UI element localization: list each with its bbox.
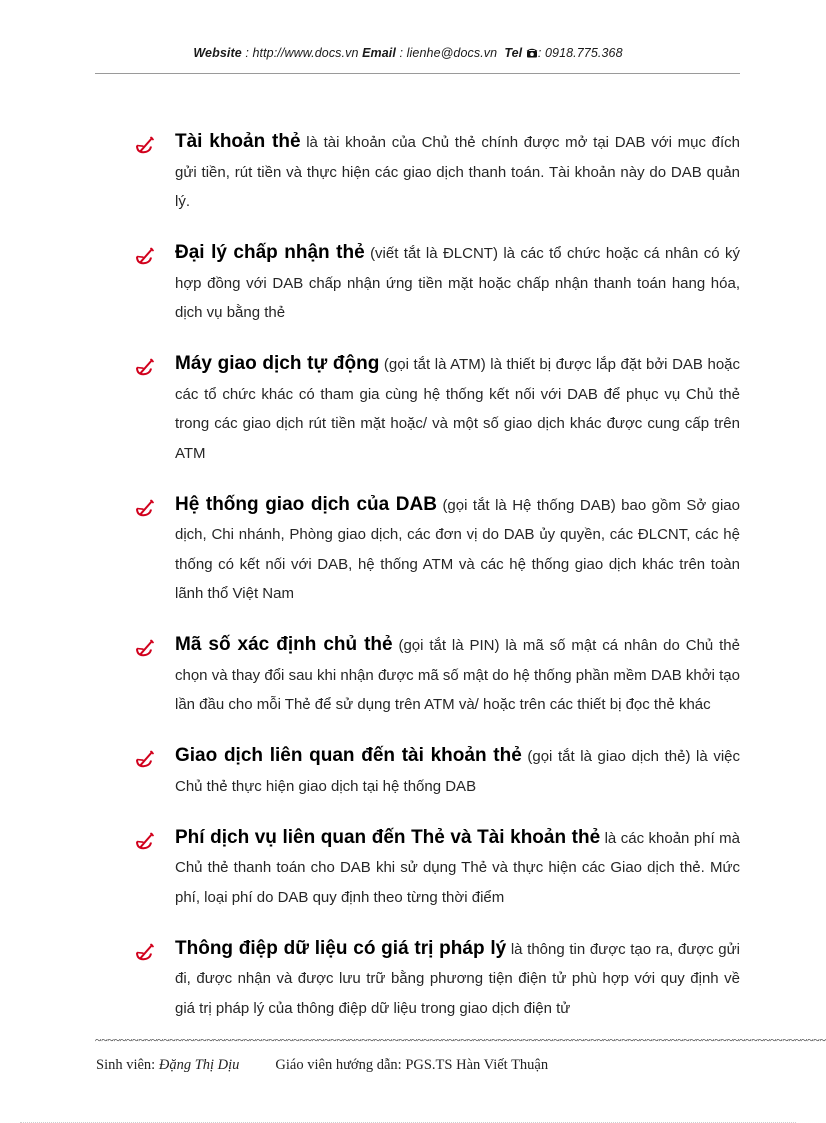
definition-term: Mã số xác định chủ thẻ (175, 634, 393, 655)
definition-text (175, 127, 740, 217)
email-label: Email (362, 46, 396, 60)
crossed-pencil-bullet-icon (135, 497, 155, 517)
definition-term: Giao dịch liên quan đến tài khoản thẻ (175, 745, 522, 766)
list-item (135, 127, 740, 217)
crossed-pencil-bullet-icon (135, 356, 155, 376)
telephone-icon (526, 47, 538, 58)
definition-list (135, 127, 740, 1045)
crossed-pencil-bullet-icon (135, 830, 155, 850)
definition-text (175, 238, 740, 328)
definition-term: Thông điệp dữ liệu có giá trị pháp lý (175, 937, 507, 959)
crossed-pencil-bullet-icon (135, 245, 155, 265)
list-item (135, 741, 740, 801)
footer-separator: ~~~~~~~~~~~~~~~~~~~~~~~~~~~~~~~~~~~~~~~~~~~~~~~~~~~~~~~~~~~~~~~~~~~~~~~~~~~~~~~~~~~~~~~~~~~~~~~~~~~~~~~~~~~~~~~~~~~~~~ (95, 1033, 826, 1047)
crossed-pencil-bullet-icon (135, 941, 155, 961)
list-item (135, 630, 740, 720)
definition-term: Đại lý chấp nhận thẻ (175, 242, 365, 263)
teacher-name: PGS.TS Hàn Viết Thuận (405, 1057, 549, 1073)
list-item (135, 238, 740, 328)
crossed-pencil-bullet-icon (135, 637, 155, 657)
definition-text (175, 630, 740, 720)
website-label: Website (193, 46, 242, 60)
definition-body: (gọi tắt là ATM) là thiết bị được lắp đặt bởi DAB hoặc các tổ chức khác có tham gia cùng hệ thống kết nối với DAB để phục vụ Chủ thẻ trong các giao dịch rút tiền mặt hoặc/ và một số giao dịch khác được cung cấp trên ATM (175, 356, 741, 462)
tel-label: Tel (504, 46, 523, 60)
teacher-label: Giáo viên hướng dẫn: (275, 1057, 406, 1073)
list-item (135, 823, 740, 913)
definition-body: (gọi tắt là giao dịch thẻ) là việc Chủ thẻ thực hiện giao dịch tại hệ thống DAB (175, 748, 741, 795)
definition-body: (gọi tắt là Hệ thống DAB) bao gồm Sở giao dịch, Chi nhánh, Phòng giao dịch, các đơn vị do DAB ủy quyền, các ĐLCNT, các hệ thống có kết nối với DAB, hệ thống ATM và các hệ thống giao dịch khác trên toàn lãnh thổ Việt Nam (175, 496, 740, 602)
definition-body: là thông tin được tạo ra, được gửi đi, được nhận và được lưu trữ bằng phương tiện điện tử phù hợp với quy định về giá trị pháp lý của thông điệp dữ liệu trong giao dịch điện tử (175, 940, 740, 1017)
student-name: Đặng Thị Dịu (158, 1057, 240, 1073)
definition-text (175, 741, 740, 801)
definition-text (175, 490, 740, 609)
crossed-pencil-bullet-icon (135, 134, 155, 154)
definition-text (175, 349, 740, 468)
definition-body: là các khoản phí mà Chủ thẻ thanh toán cho DAB khi sử dụng Thẻ và thực hiện các Giao dịch thẻ. Mức phí, loại phí do DAB quy định theo từng thời điểm (175, 829, 740, 906)
page-header: Website : http://www.docs.vn Email : lienhe@docs.vn Tel : 0918.775.368 (193, 46, 623, 60)
list-item (135, 934, 740, 1024)
crossed-pencil-bullet-icon (135, 748, 155, 768)
email-link[interactable]: lienhe@docs.vn (406, 46, 498, 60)
definition-term: Hệ thống giao dịch của DAB (175, 493, 437, 515)
definition-body: (gọi tắt là PIN) là mã số mật cá nhân do Chủ thẻ chọn và thay đổi sau khi nhận được mã số mật do hệ thống phần mềm DAB khởi tạo lần đầu cho mỗi Thẻ để sử dụng trên ATM và/ hoặc trên các thiết bị đọc thẻ khác (175, 637, 740, 713)
tel-value: : 0918.775.368 (537, 46, 623, 60)
list-item (135, 349, 740, 468)
definition-body: (viết tắt là ĐLCNT) là các tổ chức hoặc cá nhân có ký hợp đồng với DAB chấp nhận ứng tiền mặt hoặc chấp nhận thanh toán hang hóa, dịch vụ bằng thẻ (175, 245, 740, 321)
student-label: Sinh viên: (96, 1057, 159, 1073)
website-link[interactable]: http://www.docs.vn (252, 46, 359, 60)
page-footer (96, 1057, 548, 1074)
definition-term: Phí dịch vụ liên quan đến Thẻ và Tài khoản thẻ (175, 826, 601, 848)
definition-term: Tài khoản thẻ (175, 131, 301, 152)
definition-body: là tài khoản của Chủ thẻ chính được mở tại DAB với mục đích gửi tiền, rút tiền và thực hiện các giao dịch thanh toán. Tài khoản này do DAB quản lý. (175, 134, 741, 210)
definition-text (175, 934, 740, 1024)
definition-text (175, 823, 740, 913)
list-item (135, 490, 740, 609)
header-divider (95, 73, 740, 74)
definition-term: Máy giao dịch tự động (175, 353, 380, 374)
